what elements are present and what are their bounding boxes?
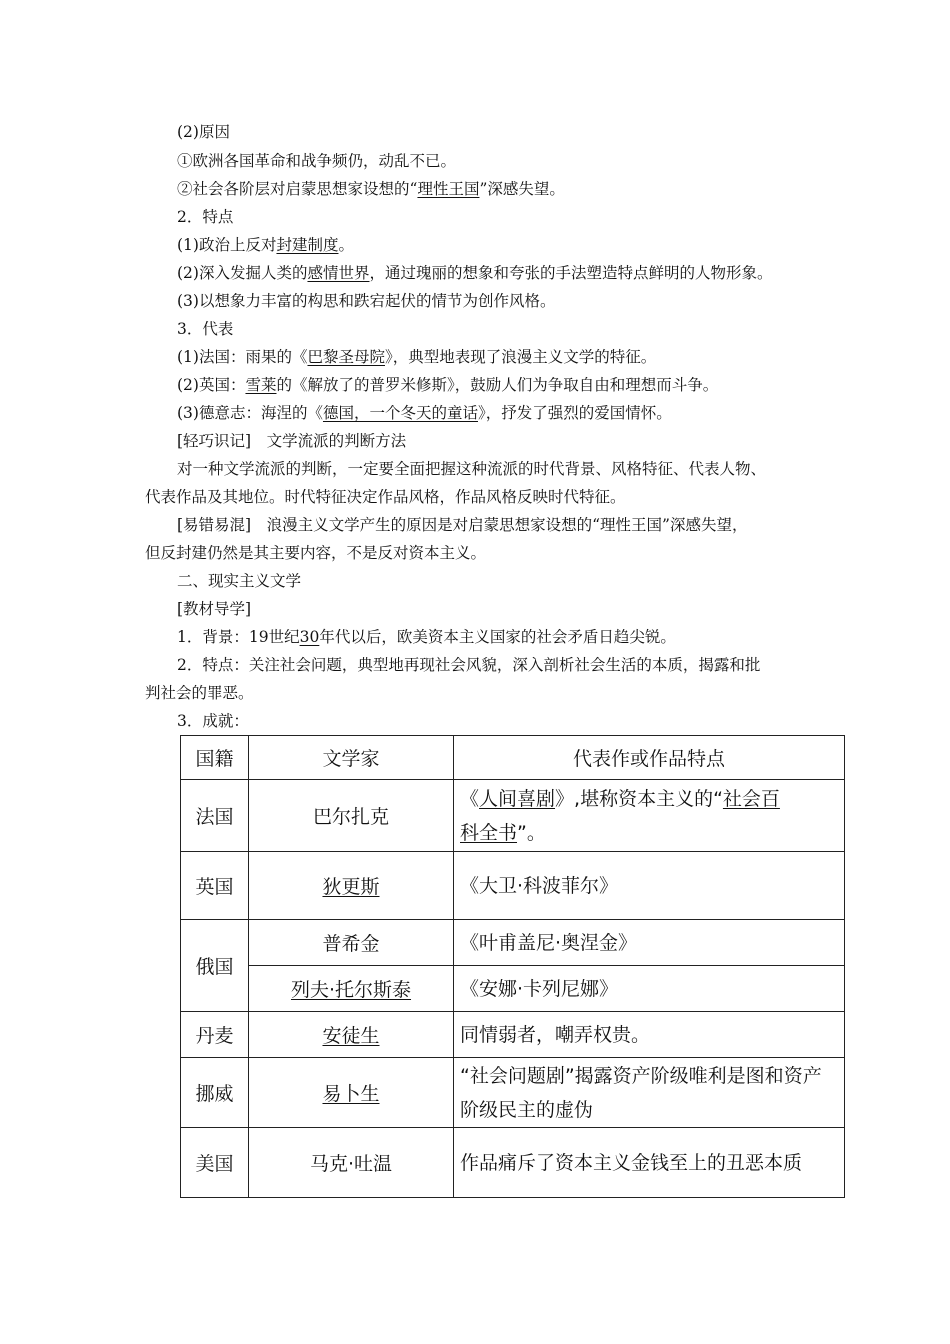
text: 的《解放了的普罗米修斯》，鼓励人们为争取自由和理想而斗争。 — [276, 376, 719, 394]
underlined-term: 巴黎圣母院 — [307, 348, 385, 366]
text: (1)政治上反对 — [177, 236, 277, 254]
text: [轻巧识记] 文学流派的判断方法 — [177, 432, 407, 450]
text: 但反封建仍然是其主要内容，不是反对资本主义。 — [145, 544, 487, 562]
text: 《 — [460, 787, 480, 810]
text: (2)英国： — [177, 376, 246, 394]
works-cell — [454, 780, 845, 852]
section-heading-realism — [177, 570, 301, 592]
works-cell: 《大卫·科波菲尔》 — [454, 852, 845, 920]
country-cell: 俄国 — [181, 920, 249, 1012]
representative-france — [177, 346, 656, 368]
textbook-guide-label — [177, 598, 251, 620]
table-row — [181, 852, 845, 920]
text: ①欧洲各国革命和战争频仍，动乱不已。 — [177, 152, 457, 170]
memory-tip-heading — [177, 430, 406, 452]
underlined-term: 雪莱 — [245, 376, 277, 394]
works-cell: 《安娜·卡列尼娜》 — [454, 966, 845, 1012]
text: ”深感失望。 — [479, 180, 565, 198]
realism-writers-table — [180, 735, 845, 1198]
underlined-term: 易卜生 — [322, 1083, 380, 1105]
feature-item-3 — [177, 290, 555, 312]
underlined-term: 狄更斯 — [322, 876, 380, 898]
subsection-heading-cause — [177, 121, 230, 143]
underlined-term: 人间喜剧 — [479, 787, 556, 810]
writer-cell — [249, 1012, 454, 1058]
underlined-term: 德国，一个冬天的童话 — [322, 404, 478, 422]
table-row — [181, 1058, 845, 1128]
writer-cell: 普希金 — [249, 920, 454, 966]
text: (1)法国：雨果的《 — [177, 348, 308, 366]
text: 》，抒发了强烈的爱国情怀。 — [477, 404, 672, 422]
text: 。 — [338, 236, 354, 254]
table-row — [181, 1012, 845, 1058]
underlined-term: 安徒生 — [322, 1025, 380, 1047]
table-row — [181, 966, 845, 1012]
table-row — [181, 1128, 845, 1198]
underlined-term: 感情世界 — [307, 264, 370, 282]
text: 对一种文学流派的判断，一定要全面把握这种流派的时代背景、风格特征、代表人物、 — [177, 460, 767, 478]
text: 2．特点：关注社会问题，典型地再现社会风貌，深入剖析社会生活的本质，揭露和批 — [177, 656, 761, 674]
country-cell: 丹麦 — [181, 1012, 249, 1058]
underlined-term: 列夫·托尔斯泰 — [290, 979, 412, 1001]
works-cell: 同情弱者，嘲弄权贵。 — [454, 1012, 845, 1058]
underlined-term: 科全书 — [460, 821, 518, 844]
column-header-works: 代表作或作品特点 — [454, 736, 845, 780]
writer-cell — [249, 966, 454, 1012]
text: 》，典型地表现了浪漫主义文学的特征。 — [384, 348, 657, 366]
text: (3)德意志：海涅的《 — [177, 404, 323, 422]
realism-features-line-1 — [177, 654, 760, 676]
text: (2)原因 — [177, 123, 230, 141]
heading-representatives — [177, 318, 233, 340]
table-header-row — [181, 736, 845, 780]
representative-england — [177, 374, 718, 396]
representative-germany — [177, 402, 672, 424]
text: ②社会各阶层对启蒙思想家设想的“ — [177, 180, 418, 198]
common-mistake-line-2 — [145, 542, 486, 564]
text: 3．代表 — [177, 320, 234, 338]
column-header-country: 国籍 — [181, 736, 249, 780]
cause-item-2 — [177, 178, 565, 200]
writer-cell — [249, 1058, 454, 1128]
underlined-term: 社会百 — [722, 787, 780, 810]
memory-tip-paragraph-line-2 — [145, 486, 626, 508]
realism-achievements-heading — [177, 710, 249, 732]
feature-item-1 — [177, 234, 354, 256]
text: 3．成就： — [177, 712, 249, 730]
works-cell: 作品痛斥了资本主义金钱至上的丑恶本质 — [454, 1128, 845, 1198]
text: 》,堪称资本主义的“ — [555, 787, 723, 810]
realism-background — [177, 626, 676, 648]
memory-tip-paragraph-line-1 — [177, 458, 766, 480]
text: 二、现实主义文学 — [177, 572, 302, 590]
underlined-term: 理性王国 — [417, 180, 480, 198]
writer-cell — [249, 852, 454, 920]
text: 判社会的罪恶。 — [145, 684, 254, 702]
text: 年代以后，欧美资本主义国家的社会矛盾日趋尖锐。 — [319, 628, 676, 646]
text: (2)深入发掘人类的 — [177, 264, 308, 282]
works-cell: 《叶甫盖尼·奥涅金》 — [454, 920, 845, 966]
realism-features-line-2 — [145, 682, 254, 704]
text: 1．背景：19世纪 — [177, 628, 300, 646]
text: 代表作品及其地位。时代特征决定作品风格，作品风格反映时代特征。 — [145, 488, 626, 506]
text: ”。 — [517, 821, 546, 844]
text: [教材导学] — [177, 600, 252, 618]
country-cell: 英国 — [181, 852, 249, 920]
column-header-writer: 文学家 — [249, 736, 454, 780]
works-cell: “社会问题剧”揭露资产阶级唯利是图和资产阶级民主的虚伪 — [454, 1058, 845, 1128]
writer-cell: 马克·吐温 — [249, 1128, 454, 1198]
text: [易错易混] 浪漫主义文学产生的原因是对启蒙思想家设想的“理性王国”深感失望， — [177, 516, 748, 534]
underlined-term: 30 — [299, 628, 320, 646]
writer-cell: 巴尔扎克 — [249, 780, 454, 852]
country-cell: 挪威 — [181, 1058, 249, 1128]
table-row — [181, 780, 845, 852]
country-cell: 法国 — [181, 780, 249, 852]
heading-features — [177, 206, 233, 228]
country-cell: 美国 — [181, 1128, 249, 1198]
feature-item-2 — [177, 262, 773, 284]
common-mistake-line-1 — [177, 514, 747, 536]
text: (3)以想象力丰富的构思和跌宕起伏的情节为创作风格。 — [177, 292, 556, 310]
table-row — [181, 920, 845, 966]
cause-item-1 — [177, 150, 456, 172]
text: ，通过瑰丽的想象和夸张的手法塑造特点鲜明的人物形象。 — [369, 264, 773, 282]
underlined-term: 封建制度 — [276, 236, 339, 254]
text: 2．特点 — [177, 208, 234, 226]
